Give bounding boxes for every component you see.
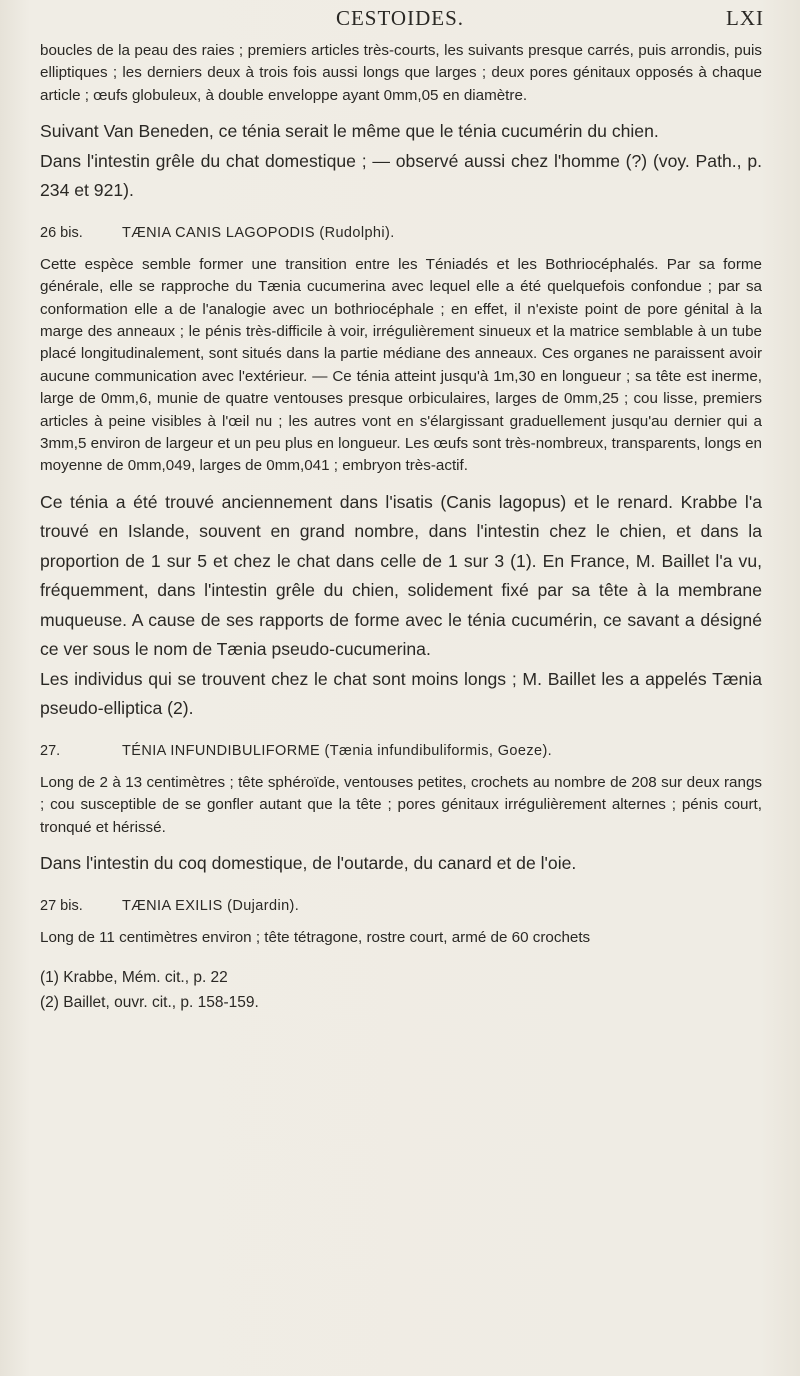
entry-heading-27 [40, 740, 762, 762]
paragraph-4: Cette espèce semble former une transition entre les Téniadés et les Bothriocéphalés. Par sa forme générale, elle se rapproche du Tænia cucumerina avec lequel elle a été quelquefois confondue ; par sa conformation elle a de l'analogie avec un bothriocéphale ; en effet, il n'existe point de pore génital à la marge des anneaux ; le pénis très-difficile à voir, irrégulièrement sinueux et la matrice semblable à un tube placé longitudinalement, sont situés dans la partie médiane des anneaux. Ces organes ne paraissent avoir aucune communication avec l'extérieur. — Ce ténia atteint jusqu'à 1m,30 en longueur ; sa tête est inerme, large de 0mm,6, munie de quatre ventouses presque orbiculaires, larges de 0mm,25 ; cou lisse, premiers articles à peine visibles à l'œil nu ; les autres vont en s'élargissant graduellement jusqu'au dernier qui a 3mm,5 environ de largeur et un peu plus en longueur. Les œufs sont très-nombreux, transparents, longs en moyenne de 0mm,049, larges de 0mm,041 ; embryon très-actif. [40, 255, 762, 475]
paragraph-1: boucles de la peau des raies ; premiers articles très-courts, les suivants presque carrés, puis arrondis, puis elliptiques ; les derniers deux à trois fois aussi longs que larges ; deux pores génitaux opposés à chaque article ; œufs globuleux, à double enveloppe ayant 0mm,05 en diamètre. [40, 42, 762, 104]
footnote-1: (1) Krabbe, Mém. cit., p. 22 [40, 968, 228, 986]
entry-number: 26 bis. [40, 224, 83, 241]
paragraph-9: Long de 11 centimètres environ ; tête tétragone, rostre court, armé de 60 crochets [40, 928, 591, 946]
footnotes [40, 965, 762, 1015]
paragraph-5: Ce ténia a été trouvé anciennement dans l'isatis (Canis lagopus) et le renard. Krabbe l'a trouvé en Islande, souvent en grand nombre, dans l'intestin chez le chien, et dans la proportion de 1 sur 5 et chez le chat dans celle de 1 sur 3 (1). En France, M. Baillet l'a vu, fréquemment, dans l'intestin grêle du chien, solidement fixé par sa tête à la membrane muqueuse. A cause de ses rapports de forme avec le ténia cucumérin, ce savant a désigné ce ver sous le nom de Tænia pseudo-cucumerina. [40, 491, 762, 660]
entry-title: TÆNIA EXILIS (Dujardin). [122, 897, 300, 914]
paragraph-7: Long de 2 à 13 centimètres ; tête sphéroïde, ventouses petites, crochets au nombre de 208 sur deux rangs ; cou susceptible de se gonfler autant que la tête ; pores génitaux irrégulièrement alternes ; pénis court, tronqué et hérissé. [40, 773, 762, 836]
paragraph-3: Dans l'intestin grêle du chat domestique ; — observé aussi chez l'homme (?) (voy. Path., p. 234 et 921). [40, 150, 762, 201]
paragraph-8: Dans l'intestin du coq domestique, de l'outarde, du canard et de l'oie. [40, 853, 577, 873]
paragraph-6: Les individus qui se trouvent chez le chat sont moins longs ; M. Baillet les a appelés Tænia pseudo-elliptica (2). [40, 668, 762, 719]
page-number: LXI [726, 6, 764, 30]
entry-heading-27bis [40, 895, 762, 917]
entry-title: TÆNIA CANIS LAGOPODIS (Rudolphi). [122, 224, 395, 241]
footnote-2: (2) Baillet, ouvr. cit., p. 158-159. [40, 993, 259, 1011]
running-title: CESTOIDES. [335, 6, 465, 30]
running-header [0, 6, 800, 36]
entry-title: TÉNIA INFUNDIBULIFORME (Tænia infundibuliformis, Goeze). [122, 742, 553, 759]
page-body [40, 40, 762, 1015]
paragraph-2: Suivant Van Beneden, ce ténia serait le même que le ténia cucumérin du chien. [40, 121, 659, 142]
entry-number: 27 bis. [40, 897, 83, 914]
entry-heading-26bis [40, 222, 762, 244]
entry-number: 27. [40, 742, 61, 759]
